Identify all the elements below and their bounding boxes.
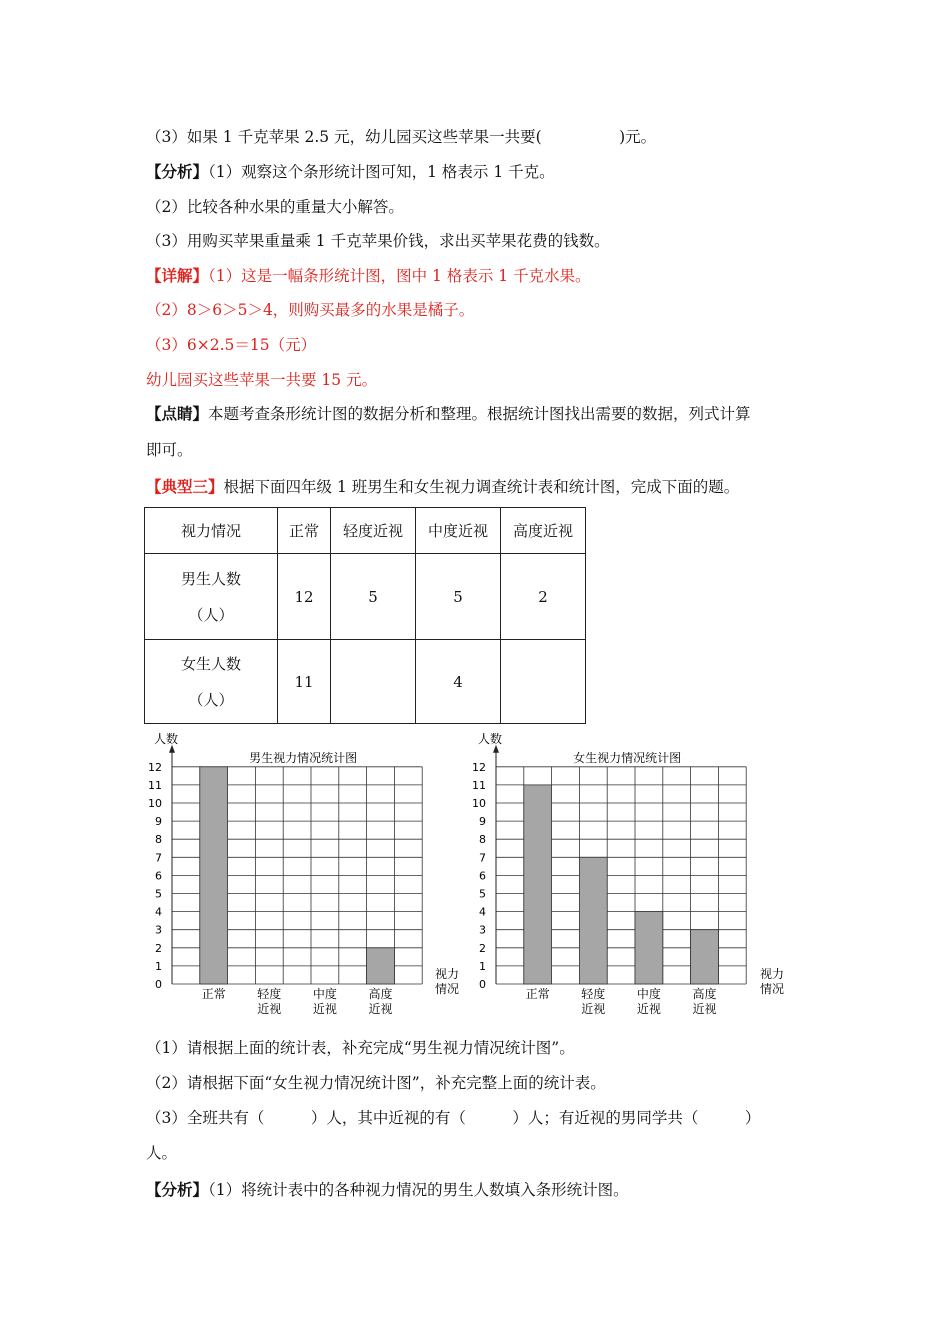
category-label: 近视 <box>636 1002 661 1016</box>
x-axis-label: 情况 <box>760 982 785 996</box>
y-tick-label: 1 <box>479 959 486 973</box>
chart-title: 男生视力情况统计图 <box>249 750 358 765</box>
table-cell <box>501 640 586 724</box>
question-3-cont: 人。 <box>146 1144 178 1162</box>
category-label: 中度 <box>636 987 661 1001</box>
bar <box>579 857 607 984</box>
bar <box>367 948 395 984</box>
y-tick-label: 8 <box>155 833 162 847</box>
y-tick-label: 5 <box>155 887 162 901</box>
analysis-text-1: （1）观察这个条形统计图可知，1 格表示 1 千克。 <box>208 163 555 181</box>
detail-line-4: 幼儿园买这些苹果一共要 15 元。 <box>146 371 378 389</box>
y-axis-arrow <box>169 745 175 753</box>
x-axis-label: 视力 <box>760 967 785 981</box>
category-label: 高度 <box>368 987 393 1001</box>
table-cell: 2 <box>501 554 586 640</box>
category-label: 近视 <box>692 1002 717 1016</box>
y-tick-label: 10 <box>148 797 162 810</box>
point-text-1: 本题考查条形统计图的数据分析和整理。根据统计图找出需要的数据，列式计算 <box>208 405 751 423</box>
category-label: 正常 <box>201 987 226 1001</box>
charts-area <box>140 725 810 1025</box>
table-header-cell: 正常 <box>278 508 331 554</box>
y-tick-label: 11 <box>148 778 162 792</box>
y-tick-label: 7 <box>479 851 486 865</box>
typical-tag: 【典型三】 <box>146 477 224 496</box>
y-tick-label: 4 <box>479 905 486 919</box>
analysis-line-3: （3）用购买苹果重量乘 1 千克苹果价钱，求出买苹果花费的钱数。 <box>146 232 610 250</box>
detail-line-2: （2）8＞6＞5＞4，则购买最多的水果是橘子。 <box>146 301 475 319</box>
analysis-last-text: （1）将统计表中的各种视力情况的男生人数填入条形统计图。 <box>208 1181 629 1199</box>
row-label-line-2: （人） <box>188 605 234 624</box>
y-tick-label: 8 <box>479 833 486 847</box>
bar <box>200 767 228 984</box>
x-axis-label: 视力 <box>435 967 460 981</box>
y-tick-label: 3 <box>155 923 162 937</box>
table-header-cell: 轻度近视 <box>331 508 416 554</box>
detail-tag: 【详解】 <box>146 266 209 285</box>
bar <box>691 930 719 984</box>
row-label-line-1: 女生人数 <box>180 654 241 673</box>
y-tick-label: 9 <box>155 815 162 829</box>
y-tick-label: 0 <box>155 978 162 991</box>
bar <box>635 912 663 984</box>
y-tick-label: 10 <box>472 797 486 810</box>
table-cell: 11 <box>278 640 331 724</box>
y-tick-label: 2 <box>479 941 486 955</box>
detail-line-1 <box>146 266 591 286</box>
y-tick-label: 7 <box>155 851 162 865</box>
table-header-row <box>145 508 586 554</box>
category-label: 近视 <box>581 1002 606 1016</box>
y-tick-label: 1 <box>155 959 162 973</box>
analysis-line-1 <box>146 162 555 182</box>
row-label-line-2: （人） <box>188 690 234 709</box>
table-cell: 5 <box>416 554 501 640</box>
table-header-cell: 高度近视 <box>501 508 586 554</box>
category-label: 近视 <box>257 1002 282 1016</box>
typical-text: 根据下面四年级 1 班男生和女生视力调查统计表和统计图，完成下面的题。 <box>223 478 740 496</box>
analysis-tag-2: 【分析】 <box>146 1180 209 1199</box>
table-header-cell: 中度近视 <box>416 508 501 554</box>
category-label: 中度 <box>312 987 337 1001</box>
y-tick-label: 5 <box>479 887 486 901</box>
category-label: 正常 <box>525 987 550 1001</box>
y-tick-label: 6 <box>479 869 486 883</box>
table-cell: 5 <box>331 554 416 640</box>
analysis-tag: 【分析】 <box>146 162 209 181</box>
y-tick-label: 3 <box>479 923 486 937</box>
y-axis-label: 人数 <box>154 731 179 746</box>
table-cell <box>331 640 416 724</box>
y-axis-label: 人数 <box>478 731 503 746</box>
table-header-cell: 视力情况 <box>145 508 278 554</box>
table-row-girls <box>145 640 586 724</box>
detail-line-3: （3）6×2.5＝15（元） <box>146 336 317 354</box>
y-tick-label: 6 <box>155 869 162 883</box>
y-tick-label: 4 <box>155 905 162 919</box>
y-axis-arrow <box>493 745 499 753</box>
category-label: 近视 <box>312 1002 337 1016</box>
x-axis-label: 情况 <box>435 982 460 996</box>
point-tag: 【点睛】 <box>146 404 209 423</box>
question-1: （1）请根据上面的统计表，补充完成“男生视力情况统计图”。 <box>146 1039 575 1057</box>
y-tick-label: 12 <box>472 760 486 774</box>
vision-table <box>144 507 586 724</box>
point-line-2: 即可。 <box>146 441 193 459</box>
table-row-label <box>145 640 278 724</box>
y-tick-label: 2 <box>155 941 162 955</box>
analysis-last-line <box>146 1180 629 1200</box>
category-label: 轻度 <box>257 987 282 1001</box>
typical-line <box>146 477 739 497</box>
chart-title: 女生视力情况统计图 <box>573 750 682 765</box>
bar <box>524 785 552 984</box>
question-3: （3）全班共有（ ）人，其中近视的有（ ）人；有近视的男同学共（ ） <box>146 1109 761 1127</box>
y-tick-label: 9 <box>479 815 486 829</box>
row-label-line-1: 男生人数 <box>180 569 241 588</box>
analysis-line-2: （2）比较各种水果的重量大小解答。 <box>146 198 404 216</box>
table-row-label <box>145 554 278 640</box>
question-2: （2）请根据下面“女生视力情况统计图”，补充完整上面的统计表。 <box>146 1074 606 1092</box>
y-tick-label: 11 <box>472 778 486 792</box>
category-label: 高度 <box>692 987 717 1001</box>
point-line-1 <box>146 404 751 424</box>
y-tick-label: 12 <box>148 760 162 774</box>
category-label: 近视 <box>368 1002 393 1016</box>
detail-text-1: （1）这是一幅条形统计图，图中 1 格表示 1 千克水果。 <box>208 267 591 285</box>
table-cell: 12 <box>278 554 331 640</box>
category-label: 轻度 <box>581 987 606 1001</box>
table-cell: 4 <box>416 640 501 724</box>
table-row-boys <box>145 554 586 640</box>
y-tick-label: 0 <box>479 978 486 991</box>
line-q3-prev: （3）如果 1 千克苹果 2.5 元，幼儿园买这些苹果一共要( )元。 <box>146 128 657 146</box>
